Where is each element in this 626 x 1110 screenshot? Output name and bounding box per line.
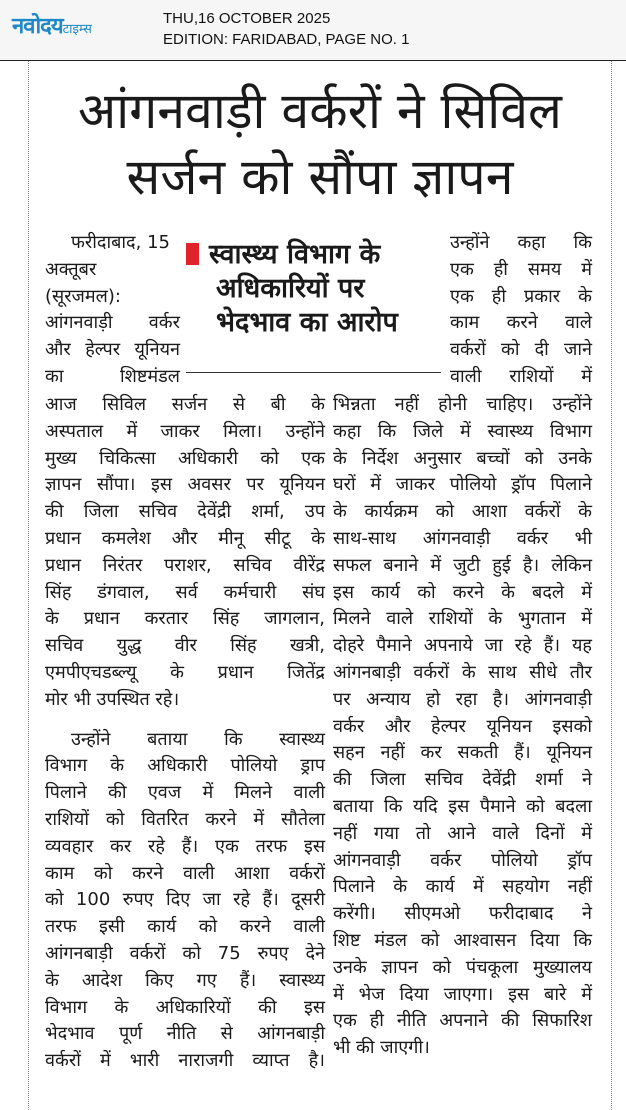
column-divider-left <box>28 61 29 1110</box>
text-line: के कार्यक्रम को आशा वर्करों के <box>333 501 592 523</box>
text-line: बताया कि यदि इस पैमाने को बदला <box>333 795 592 817</box>
text-line: के आदेश किए गए हैं। स्वास्थ्य <box>45 969 325 991</box>
intro-column <box>45 230 180 391</box>
text-line: साथ-साथ आंगनवाड़ी वर्कर भी <box>333 527 592 549</box>
text-line: कहा कि जिले में स्वास्थ्य विभाग <box>333 420 592 442</box>
text-line: और हेल्पर यूनियन <box>45 339 180 361</box>
text-line: एक ही समय में <box>450 258 592 280</box>
subhead-line: स्वास्थ्य विभाग के <box>209 239 381 270</box>
paragraph-gap <box>45 714 325 727</box>
text-line: करेंगी। सीएमओ फरीदाबाद ने <box>333 903 592 925</box>
text-line: पिलाने की एवज में मिलने वाली <box>45 782 325 804</box>
text-line: के निर्देश अनुसार बच्चों को उनके <box>333 447 592 469</box>
text-line: उनके ज्ञापन को पंचकूला मुख्यालय <box>333 956 592 978</box>
text-line: एक ही प्रकार के <box>450 285 592 307</box>
text-line: भी की जाएगी। <box>333 1037 430 1059</box>
text-line: अक्तूबर <box>45 258 97 280</box>
text-line: वाली राशियों में <box>450 365 592 387</box>
text-line: वर्करों में भारी नाराजगी व्याप्त है। <box>45 1050 325 1072</box>
subhead-line: भेदभाव का आरोप <box>216 307 398 338</box>
logo-main: नवोदय <box>12 14 63 39</box>
text-line: प्रधान कमलेश और मीनू सीटू के <box>45 527 325 549</box>
text-line: पर अन्याय हो रहा है। आंगनवाड़ी <box>333 688 592 710</box>
text-line: वर्करों को दी जाने <box>450 339 592 361</box>
text-line: आंगनबाड़ी वर्करों को 75 रुपए देने <box>45 942 325 964</box>
text-line: मोर भी उपस्थित रहे। <box>45 688 180 710</box>
text-line: भेदभाव पूर्ण नीति से आंगनबाड़ी <box>45 1023 325 1045</box>
body-right-column <box>333 392 592 1062</box>
text-line: फरीदाबाद, 15 <box>71 232 170 253</box>
text-line: घरों में जाकर पोलियो ड्रॉप पिलाने <box>333 474 592 496</box>
text-line: सहन नहीं कर सकती हैं। यूनियन <box>333 742 592 764</box>
text-line: सचिव युद्ध वीर सिंह खत्री, <box>45 635 325 657</box>
text-line: को 100 रुपए दिए जा रहे हैं। दूसरी <box>45 889 325 911</box>
subhead-rule <box>186 372 441 373</box>
red-square-bullet-icon <box>186 243 199 265</box>
text-line: मुख्य चिकित्सा अधिकारी को एक <box>45 447 325 469</box>
text-line: प्रधान निरंतर पराशर, सचिव वीरेंद्र <box>45 554 325 576</box>
text-line: की जिला सचिव देवेंद्री शर्मा, उप <box>45 501 325 523</box>
text-line: सफल बनाने में जुटी हुई है। लेकिन <box>333 554 592 576</box>
text-line: एमपीएचडब्ल्यू के प्रधान जितेंद्र <box>45 661 325 683</box>
text-line: आंगनवाड़ी वर्कर पोलियो ड्रॉप <box>333 849 592 871</box>
edition-meta <box>163 8 409 50</box>
issue-date: THU,16 OCTOBER 2025 <box>163 10 331 27</box>
subhead-line: अधिकारियों पर <box>216 273 365 304</box>
text-line: का शिष्टमंडल <box>45 365 180 387</box>
text-line: ज्ञापन सौंपा। इस अवसर पर यूनियन <box>45 474 325 496</box>
text-line: पिलाने के कार्य में सहयोग नहीं <box>333 876 592 898</box>
text-line: (सूरजमल): <box>45 285 121 307</box>
text-line: एक ही नीति अपनाने की सिफारिश <box>333 1010 592 1032</box>
text-line: वर्कर और हेल्पर यूनियन इसको <box>333 715 592 737</box>
text-line: नहीं गया तो आने वाले दिनों में <box>333 822 592 844</box>
text-line: तरफ इसी कार्य को करने वाली <box>45 916 325 938</box>
text-line: राशियों को वितरित करने में सौतेला <box>45 808 325 830</box>
text-line: उन्होंने कहा कि <box>450 232 592 253</box>
text-line: उन्होंने बताया कि स्वास्थ्य <box>71 728 325 750</box>
text-line: में भेज दिया जाएगा। इस बारे में <box>333 983 592 1005</box>
text-line: के प्रधान करतार सिंह जागलान, <box>45 608 325 630</box>
text-line: मिलने वाले राशियों के भुगतान में <box>333 608 592 630</box>
text-line: आज सिविल सर्जन से बी के <box>45 394 325 415</box>
headline-line-1: आंगनवाड़ी वर्करों ने सिविल <box>78 82 562 140</box>
article-headline <box>30 78 610 210</box>
text-line: शिष्ट मंडल को आश्वासन दिया कि <box>333 929 592 951</box>
headline-line-2: सर्जन को सौंपा ज्ञापन <box>126 148 514 206</box>
text-line: काम को करने वाली आशा वर्करों <box>45 862 325 884</box>
newspaper-logo <box>12 10 92 40</box>
text-line: विभाग के अधिकारी पोलियो ड्राप <box>45 755 325 777</box>
text-line: काम करने वाले <box>450 312 592 334</box>
text-line: विभाग के अधिकारियों की इस <box>45 996 325 1018</box>
text-line: अस्पताल में जाकर मिला। उन्होंने <box>45 420 325 442</box>
page-header <box>0 0 626 61</box>
body-left-column <box>45 392 325 1075</box>
text-line: इस कार्य को करने के बदले में <box>333 581 592 603</box>
text-line: सिंह डंगवाल, सर्व कर्मचारी संघ <box>45 581 325 603</box>
text-line: दोहरे पैमाने अपनाये जा रहे हैं। यह <box>333 635 592 657</box>
text-line: आंगनबाड़ी वर्करों के साथ सीधे तौर <box>333 661 592 683</box>
top-right-column <box>450 230 592 391</box>
edition-info: EDITION: FARIDABAD, PAGE NO. 1 <box>163 31 410 48</box>
column-divider-right <box>611 61 612 1110</box>
text-line: आंगनवाड़ी वर्कर <box>45 312 180 334</box>
text-line: व्यवहार कर रहे हैं। एक तरफ इस <box>45 835 325 857</box>
text-line: की जिला सचिव देवेंद्री शर्मा ने <box>333 769 592 791</box>
article-subhead <box>186 238 441 340</box>
text-line: भिन्नता नहीं होनी चाहिए। उन्होंने <box>333 394 592 415</box>
logo-sub: टाइम्स <box>62 22 92 37</box>
